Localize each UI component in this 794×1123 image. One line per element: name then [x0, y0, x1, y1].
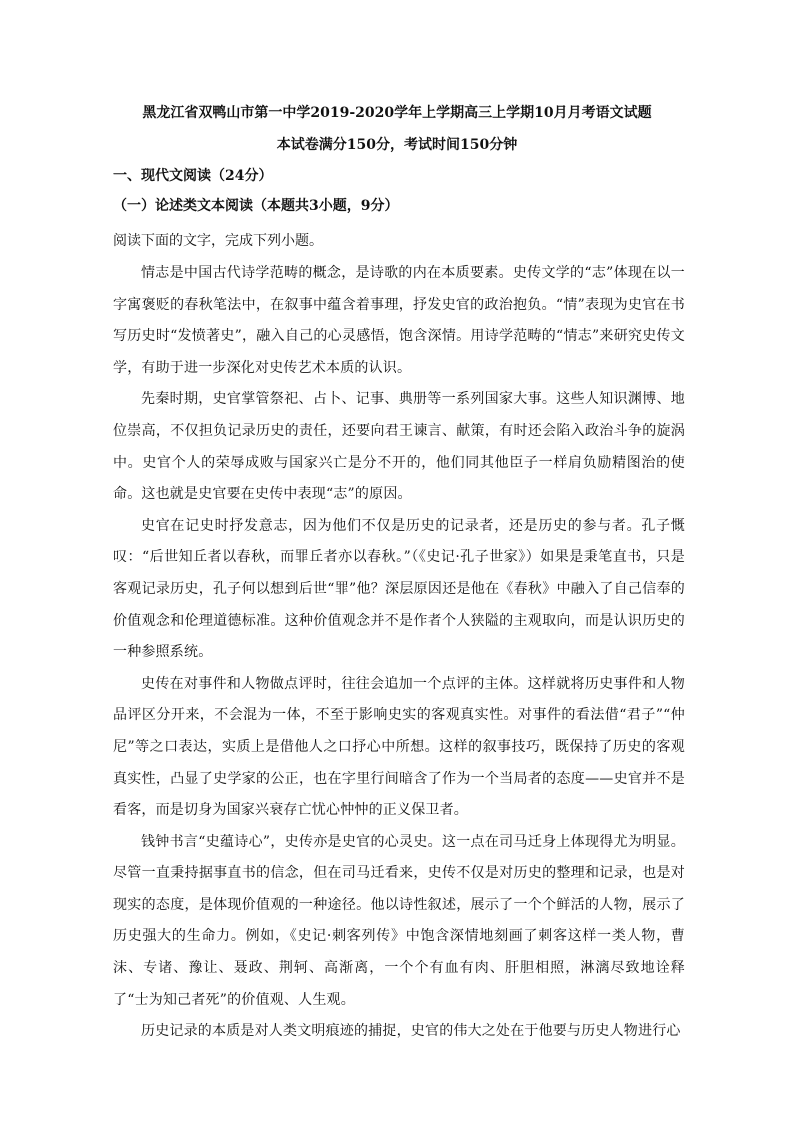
- exam-title: 黑龙江省双鸭山市第一中学2019-2020学年上学期高三上学期10月月考语文试题: [142, 105, 652, 121]
- reading-instruction: 阅读下面的文字，完成下列小题。: [113, 233, 323, 249]
- passage-paragraph: 钱钟书言“史蕴诗心”，史传亦是史官的心灵史。这一点在司马迁身上体现得尤为明显。尽管一直秉持据事直书的信念，但在司马迁看来，史传不仅是对历史的整理和记录，也是对现实的态度，是体现价值观的一种途径。他以诗性叙述，展示了一个个鲜活的人物，展示了历史强大的生命力。例如，《史记·刺客列传》中饱含深情地刻画了刺客这样一类人物，曹沫、专诸、豫让、聂政、荆轲、高渐离，一个个有血有肉、肝胆相照，淋漓尽致地诠释了“士为知己者死”的价值观、人生观。: [113, 833, 685, 1008]
- passage-paragraph: 史传在对事件和人物做点评时，往往会追加一个点评的主体。这样就将历史事件和人物品评区分开来，不会混为一体，不至于影响史实的客观真实性。对事件的看法借“君子”“仲尼”等之口表达，实质上是借他人之口抒心中所想。这样的叙事技巧，既保持了历史的客观真实性，凸显了史学家的公正，也在字里行间暗含了作为一个当局者的态度——史官并不是看客，而是切身为国家兴衰存亡忧心忡忡的正义保卫者。: [113, 675, 685, 819]
- passage-paragraph: 史官在记史时抒发意志，因为他们不仅是历史的记录者，还是历史的参与者。孔子慨叹：“后世知丘者以春秋，而罪丘者亦以春秋。”（《史记·孔子世家》）如果是秉笔直书，只是客观记录历史，孔子何以想到后世“罪”他？深层原因还是他在《春秋》中融入了自己信奉的价值观念和伦理道德标准。这种价值观念并不是作者个人狭隘的主观取向，而是认识历史的一种参照系统。: [113, 517, 685, 661]
- exam-subtitle: 本试卷满分150分，考试时间150分钟: [276, 137, 518, 153]
- passage-body: [113, 258, 685, 1048]
- subsection-heading: （一）论述类文本阅读（本题共3小题，9分）: [113, 198, 399, 214]
- section-heading: 一、现代文阅读（24分）: [113, 168, 273, 184]
- passage-paragraph: 历史记录的本质是对人类文明痕迹的捕捉，史官的伟大之处在于他要与历史人物进行心: [141, 1023, 681, 1040]
- passage-paragraph: 先秦时期，史官掌管祭祀、占卜、记事、典册等一系列国家大事。这些人知识渊博、地位崇高，不仅担负记录历史的责任，还要向君王谏言、献策，有时还会陷入政治斗争的旋涡中。史官个人的荣辱成败与国家兴亡是分不开的，他们同其他臣子一样肩负励精图治的使命。这也就是史官要在史传中表现“志”的原因。: [113, 391, 685, 503]
- passage-paragraph: 情志是中国古代诗学范畴的概念，是诗歌的内在本质要素。史传文学的“志”体现在以一字寓褒贬的春秋笔法中，在叙事中蕴含着事理，抒发史官的政治抱负。“情”表现为史官在书写历史时“发愤著史”，融入自己的心灵感悟，饱含深情。用诗学范畴的“情志”来研究史传文学，有助于进一步深化对史传艺术本质的认识。: [113, 265, 685, 376]
